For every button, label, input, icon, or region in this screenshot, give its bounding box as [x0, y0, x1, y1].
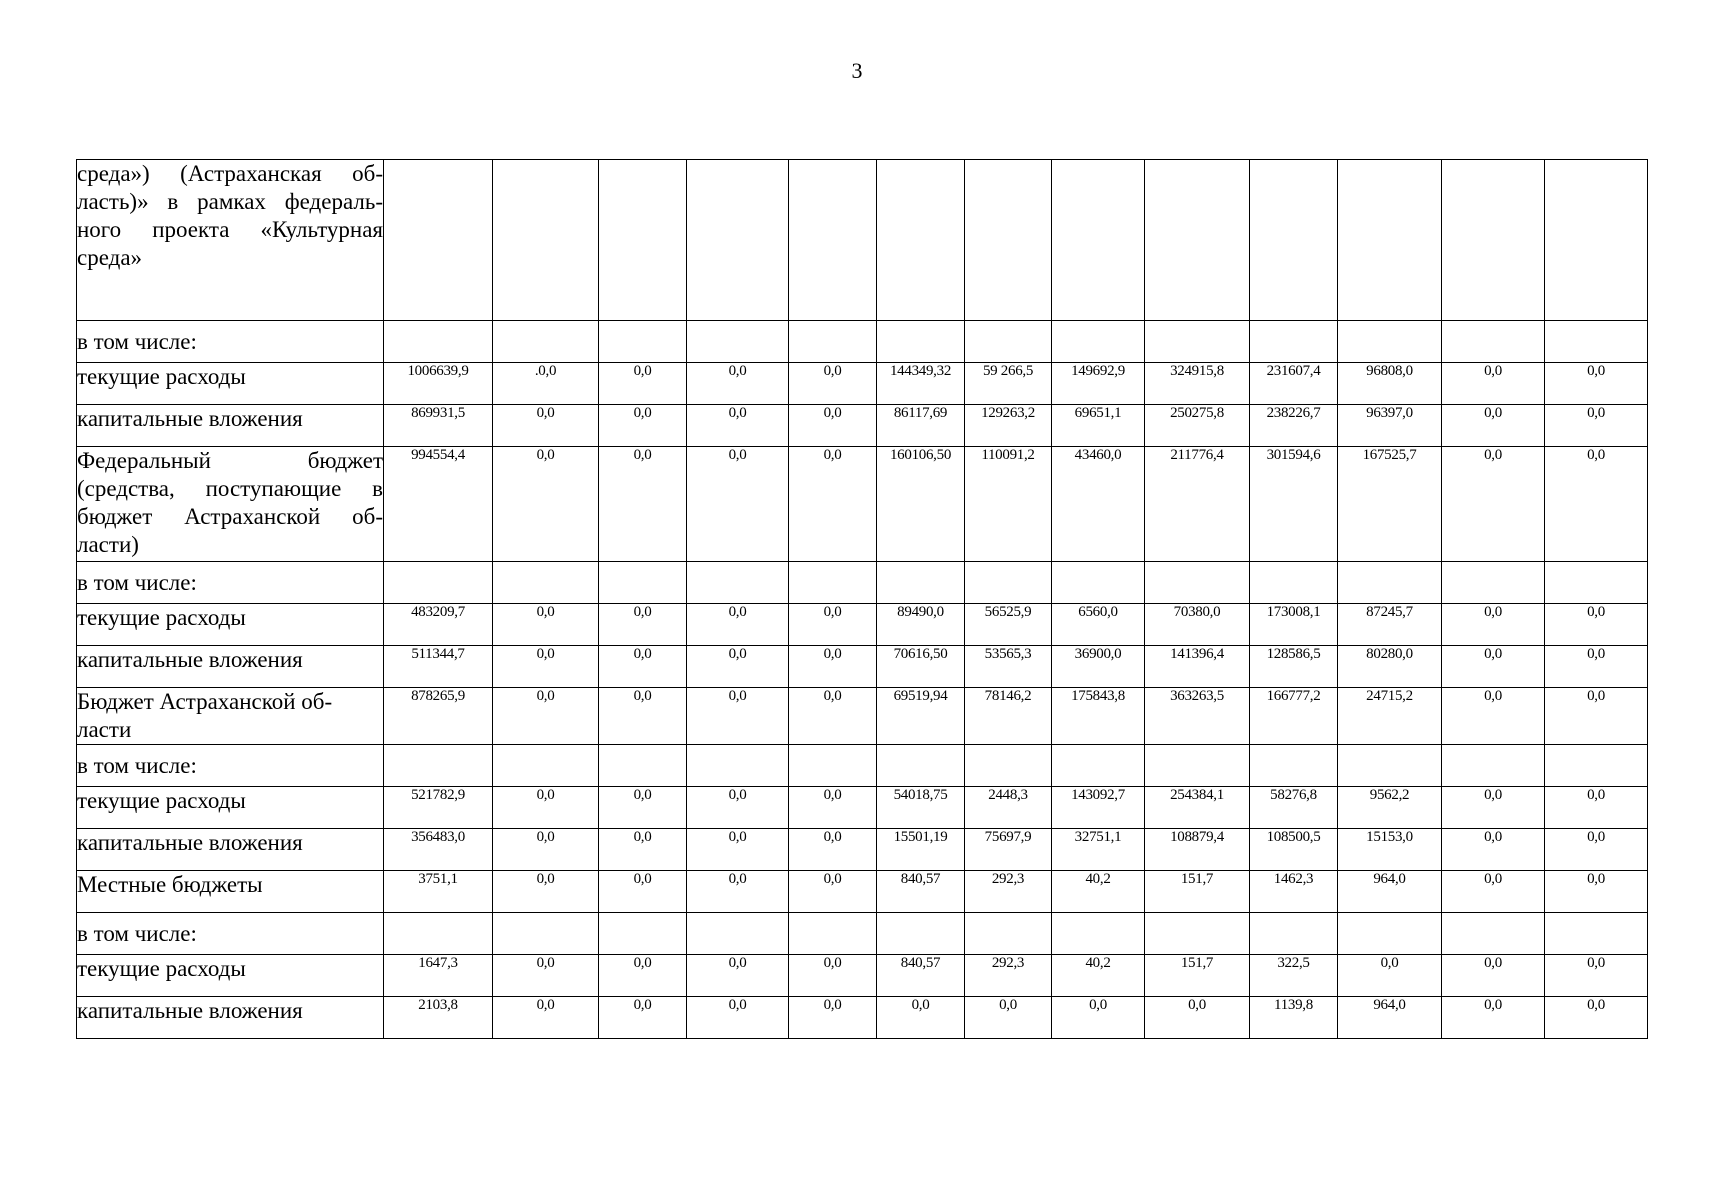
value-cell: 869931,5: [384, 405, 493, 447]
value-cell: 964,0: [1338, 871, 1442, 913]
value-cell: [1052, 321, 1145, 363]
value-cell: 128586,5: [1250, 646, 1338, 688]
value-cell: [687, 321, 789, 363]
value-cell: 6560,0: [1052, 604, 1145, 646]
value-cell: [1442, 745, 1545, 787]
value-cell: 0,0: [1545, 997, 1648, 1039]
row-label: среда») (Астраханская об-ласть)» в рамках федераль-ного проекта «Культурная среда»: [77, 160, 384, 321]
value-cell: 0,0: [1442, 688, 1545, 745]
value-cell: 0,0: [599, 787, 687, 829]
value-cell: 1139,8: [1250, 997, 1338, 1039]
value-cell: 0,0: [1145, 997, 1250, 1039]
value-cell: 0,0: [1545, 955, 1648, 997]
value-cell: 0,0: [687, 405, 789, 447]
value-cell: 0,0: [687, 604, 789, 646]
value-cell: 78146,2: [965, 688, 1052, 745]
table-row: [77, 363, 1648, 405]
value-cell: 0,0: [687, 688, 789, 745]
value-cell: 0,0: [687, 871, 789, 913]
value-cell: 0,0: [1545, 604, 1648, 646]
value-cell: 0,0: [1442, 363, 1545, 405]
value-cell: 0,0: [1545, 787, 1648, 829]
value-cell: 87245,7: [1338, 604, 1442, 646]
value-cell: [493, 745, 599, 787]
value-cell: 0,0: [687, 955, 789, 997]
value-cell: 0,0: [493, 997, 599, 1039]
value-cell: 840,57: [877, 871, 965, 913]
value-cell: 0,0: [493, 871, 599, 913]
value-cell: 0,0: [687, 997, 789, 1039]
value-cell: 0,0: [1442, 604, 1545, 646]
value-cell: [1250, 913, 1338, 955]
page-number: 3: [851, 58, 863, 83]
value-cell: 0,0: [1442, 829, 1545, 871]
row-label: текущие расходы: [77, 363, 384, 405]
value-cell: 143092,7: [1052, 787, 1145, 829]
value-cell: [599, 160, 687, 321]
value-cell: 0,0: [493, 447, 599, 562]
value-cell: 0,0: [1545, 405, 1648, 447]
value-cell: 0,0: [789, 787, 877, 829]
row-label: в том числе:: [77, 745, 384, 787]
value-cell: 0,0: [1545, 871, 1648, 913]
value-cell: 0,0: [1442, 646, 1545, 688]
table-row: [77, 405, 1648, 447]
row-label: Бюджет Астраханской об-ласти: [77, 688, 384, 745]
value-cell: [1145, 562, 1250, 604]
value-cell: 0,0: [599, 871, 687, 913]
value-cell: 0,0: [789, 405, 877, 447]
value-cell: 0,0: [789, 646, 877, 688]
value-cell: 250275,8: [1145, 405, 1250, 447]
value-cell: 40,2: [1052, 871, 1145, 913]
table-row: [77, 913, 1648, 955]
value-cell: 0,0: [877, 997, 965, 1039]
value-cell: 2103,8: [384, 997, 493, 1039]
value-cell: 0,0: [687, 646, 789, 688]
value-cell: 211776,4: [1145, 447, 1250, 562]
value-cell: 1462,3: [1250, 871, 1338, 913]
value-cell: 0,0: [789, 997, 877, 1039]
value-cell: [1250, 321, 1338, 363]
value-cell: [1052, 745, 1145, 787]
value-cell: [1442, 913, 1545, 955]
value-cell: 129263,2: [965, 405, 1052, 447]
value-cell: 43460,0: [1052, 447, 1145, 562]
value-cell: [384, 913, 493, 955]
value-cell: 167525,7: [1338, 447, 1442, 562]
value-cell: [1442, 160, 1545, 321]
value-cell: 0,0: [789, 363, 877, 405]
value-cell: 231607,4: [1250, 363, 1338, 405]
value-cell: 0,0: [965, 997, 1052, 1039]
table-row: [77, 604, 1648, 646]
value-cell: 292,3: [965, 955, 1052, 997]
value-cell: 89490,0: [877, 604, 965, 646]
value-cell: [1052, 913, 1145, 955]
value-cell: 238226,7: [1250, 405, 1338, 447]
value-cell: 0,0: [493, 829, 599, 871]
value-cell: 40,2: [1052, 955, 1145, 997]
table-body: [77, 160, 1648, 1039]
value-cell: [789, 160, 877, 321]
row-label: текущие расходы: [77, 787, 384, 829]
value-cell: 0,0: [1545, 447, 1648, 562]
value-cell: 292,3: [965, 871, 1052, 913]
value-cell: [493, 913, 599, 955]
value-cell: 0,0: [599, 405, 687, 447]
value-cell: [1250, 745, 1338, 787]
value-cell: 0,0: [1442, 871, 1545, 913]
table-row: [77, 321, 1648, 363]
value-cell: 324915,8: [1145, 363, 1250, 405]
value-cell: [1338, 913, 1442, 955]
value-cell: [965, 745, 1052, 787]
value-cell: 0,0: [789, 604, 877, 646]
row-label: текущие расходы: [77, 604, 384, 646]
value-cell: [1338, 160, 1442, 321]
value-cell: [1338, 562, 1442, 604]
row-label: капитальные вложения: [77, 997, 384, 1039]
value-cell: 254384,1: [1145, 787, 1250, 829]
value-cell: [384, 321, 493, 363]
value-cell: [877, 745, 965, 787]
value-cell: [599, 562, 687, 604]
value-cell: [965, 321, 1052, 363]
value-cell: 0,0: [1442, 997, 1545, 1039]
value-cell: 80280,0: [1338, 646, 1442, 688]
value-cell: [1250, 160, 1338, 321]
value-cell: 96397,0: [1338, 405, 1442, 447]
value-cell: 9562,2: [1338, 787, 1442, 829]
row-label: Федеральный бюджет (средства, поступающие в бюджет Астраханской об-ласти): [77, 447, 384, 562]
value-cell: 0,0: [493, 787, 599, 829]
value-cell: 70380,0: [1145, 604, 1250, 646]
value-cell: 840,57: [877, 955, 965, 997]
value-cell: [965, 562, 1052, 604]
value-cell: 175843,8: [1052, 688, 1145, 745]
value-cell: 356483,0: [384, 829, 493, 871]
value-cell: 15153,0: [1338, 829, 1442, 871]
table-row: [77, 955, 1648, 997]
value-cell: 53565,3: [965, 646, 1052, 688]
value-cell: [1145, 913, 1250, 955]
row-label: в том числе:: [77, 321, 384, 363]
value-cell: 173008,1: [1250, 604, 1338, 646]
row-label: в том числе:: [77, 562, 384, 604]
table-row: [77, 160, 1648, 321]
value-cell: 964,0: [1338, 997, 1442, 1039]
value-cell: [877, 160, 965, 321]
value-cell: 160106,50: [877, 447, 965, 562]
value-cell: [687, 913, 789, 955]
value-cell: [687, 562, 789, 604]
value-cell: 108879,4: [1145, 829, 1250, 871]
value-cell: 363263,5: [1145, 688, 1250, 745]
value-cell: [1545, 160, 1648, 321]
value-cell: 32751,1: [1052, 829, 1145, 871]
value-cell: 54018,75: [877, 787, 965, 829]
value-cell: [493, 160, 599, 321]
value-cell: 15501,19: [877, 829, 965, 871]
value-cell: 878265,9: [384, 688, 493, 745]
value-cell: [965, 160, 1052, 321]
value-cell: [1442, 321, 1545, 363]
value-cell: 0,0: [1545, 646, 1648, 688]
value-cell: 0,0: [493, 688, 599, 745]
value-cell: [965, 913, 1052, 955]
value-cell: 0,0: [1545, 829, 1648, 871]
row-label: капитальные вложения: [77, 829, 384, 871]
value-cell: [1338, 321, 1442, 363]
table-row: [77, 646, 1648, 688]
value-cell: 0,0: [493, 646, 599, 688]
value-cell: 1647,3: [384, 955, 493, 997]
value-cell: 0,0: [1545, 688, 1648, 745]
value-cell: 58276,8: [1250, 787, 1338, 829]
value-cell: 521782,9: [384, 787, 493, 829]
value-cell: 59 266,5: [965, 363, 1052, 405]
value-cell: 24715,2: [1338, 688, 1442, 745]
value-cell: [877, 913, 965, 955]
value-cell: 149692,9: [1052, 363, 1145, 405]
value-cell: 69519,94: [877, 688, 965, 745]
value-cell: 0,0: [1052, 997, 1145, 1039]
value-cell: 0,0: [789, 829, 877, 871]
value-cell: [384, 745, 493, 787]
value-cell: 108500,5: [1250, 829, 1338, 871]
row-label: Местные бюджеты: [77, 871, 384, 913]
value-cell: 36900,0: [1052, 646, 1145, 688]
row-label: текущие расходы: [77, 955, 384, 997]
table-row: [77, 829, 1648, 871]
value-cell: 110091,2: [965, 447, 1052, 562]
value-cell: 141396,4: [1145, 646, 1250, 688]
value-cell: 0,0: [687, 363, 789, 405]
row-label: в том числе:: [77, 913, 384, 955]
value-cell: 0,0: [687, 447, 789, 562]
value-cell: 0,0: [493, 955, 599, 997]
value-cell: .0,0: [493, 363, 599, 405]
table-row: [77, 447, 1648, 562]
value-cell: [599, 745, 687, 787]
value-cell: 0,0: [789, 955, 877, 997]
value-cell: 3751,1: [384, 871, 493, 913]
value-cell: [1145, 321, 1250, 363]
table-row: [77, 745, 1648, 787]
value-cell: 994554,4: [384, 447, 493, 562]
value-cell: [599, 321, 687, 363]
value-cell: 0,0: [789, 447, 877, 562]
value-cell: 0,0: [687, 829, 789, 871]
value-cell: [599, 913, 687, 955]
value-cell: [493, 321, 599, 363]
value-cell: [687, 745, 789, 787]
value-cell: [1442, 562, 1545, 604]
value-cell: 0,0: [1442, 955, 1545, 997]
value-cell: 86117,69: [877, 405, 965, 447]
value-cell: [1145, 745, 1250, 787]
value-cell: [1052, 562, 1145, 604]
value-cell: [789, 321, 877, 363]
value-cell: [384, 160, 493, 321]
value-cell: [1545, 562, 1648, 604]
value-cell: 1006639,9: [384, 363, 493, 405]
row-label: капитальные вложения: [77, 405, 384, 447]
table-row: [77, 787, 1648, 829]
value-cell: 301594,6: [1250, 447, 1338, 562]
value-cell: 56525,9: [965, 604, 1052, 646]
value-cell: 0,0: [599, 829, 687, 871]
value-cell: 322,5: [1250, 955, 1338, 997]
value-cell: 0,0: [599, 688, 687, 745]
value-cell: [877, 562, 965, 604]
table-row: [77, 562, 1648, 604]
value-cell: [687, 160, 789, 321]
value-cell: 0,0: [599, 646, 687, 688]
budget-table: [76, 159, 1648, 1039]
value-cell: [1250, 562, 1338, 604]
value-cell: 96808,0: [1338, 363, 1442, 405]
value-cell: 483209,7: [384, 604, 493, 646]
value-cell: 0,0: [687, 787, 789, 829]
value-cell: 69651,1: [1052, 405, 1145, 447]
value-cell: [384, 562, 493, 604]
value-cell: 0,0: [599, 447, 687, 562]
value-cell: [789, 913, 877, 955]
value-cell: [1545, 745, 1648, 787]
value-cell: [877, 321, 965, 363]
value-cell: [1145, 160, 1250, 321]
value-cell: 0,0: [599, 955, 687, 997]
value-cell: [493, 562, 599, 604]
value-cell: 0,0: [1442, 447, 1545, 562]
value-cell: 0,0: [493, 405, 599, 447]
value-cell: 144349,32: [877, 363, 965, 405]
value-cell: 0,0: [789, 871, 877, 913]
value-cell: [789, 745, 877, 787]
value-cell: 166777,2: [1250, 688, 1338, 745]
value-cell: 2448,3: [965, 787, 1052, 829]
row-label: капитальные вложения: [77, 646, 384, 688]
value-cell: 151,7: [1145, 871, 1250, 913]
table-row: [77, 688, 1648, 745]
value-cell: 151,7: [1145, 955, 1250, 997]
value-cell: 0,0: [1338, 955, 1442, 997]
value-cell: 0,0: [493, 604, 599, 646]
value-cell: [789, 562, 877, 604]
value-cell: [1545, 913, 1648, 955]
value-cell: 70616,50: [877, 646, 965, 688]
value-cell: 75697,9: [965, 829, 1052, 871]
value-cell: [1545, 321, 1648, 363]
value-cell: [1052, 160, 1145, 321]
value-cell: 0,0: [1545, 363, 1648, 405]
table-row: [77, 871, 1648, 913]
value-cell: 0,0: [789, 688, 877, 745]
value-cell: 0,0: [599, 363, 687, 405]
table-row: [77, 997, 1648, 1039]
value-cell: 0,0: [599, 997, 687, 1039]
value-cell: 511344,7: [384, 646, 493, 688]
value-cell: 0,0: [599, 604, 687, 646]
value-cell: 0,0: [1442, 787, 1545, 829]
value-cell: 0,0: [1442, 405, 1545, 447]
value-cell: [1338, 745, 1442, 787]
